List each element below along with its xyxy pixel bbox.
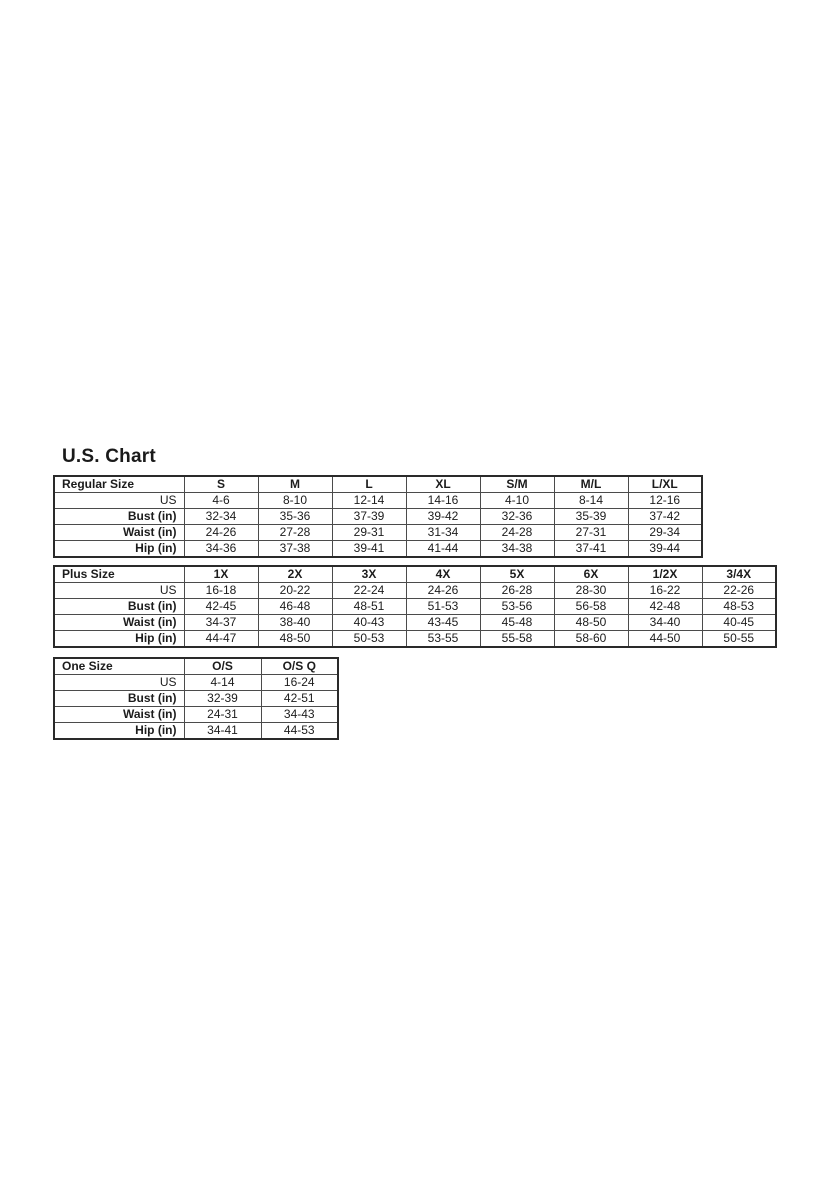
column-header: M/L: [554, 476, 628, 493]
data-cell: 48-53: [702, 599, 776, 615]
row-label-cell: US: [54, 493, 184, 509]
row-label-cell: Waist (in): [54, 615, 184, 631]
table-row: [54, 583, 776, 599]
column-header: XL: [406, 476, 480, 493]
row-label-cell: Hip (in): [54, 541, 184, 558]
data-cell: 22-24: [332, 583, 406, 599]
data-cell: 44-53: [261, 723, 338, 740]
data-cell: 41-44: [406, 541, 480, 558]
regular-size-table-wrap: [53, 475, 777, 558]
data-cell: 16-24: [261, 675, 338, 691]
data-cell: 20-22: [258, 583, 332, 599]
data-cell: 27-31: [554, 525, 628, 541]
page-title: U.S. Chart: [62, 446, 156, 467]
data-cell: 24-28: [480, 525, 554, 541]
data-cell: 22-26: [702, 583, 776, 599]
data-cell: 27-28: [258, 525, 332, 541]
table-row: [54, 493, 702, 509]
column-header: 4X: [406, 566, 480, 583]
data-cell: 34-41: [184, 723, 261, 740]
row-label-cell: US: [54, 675, 184, 691]
column-header: L/XL: [628, 476, 702, 493]
data-cell: 32-34: [184, 509, 258, 525]
data-cell: 39-41: [332, 541, 406, 558]
one-size-table-wrap: [53, 657, 777, 740]
data-cell: 35-39: [554, 509, 628, 525]
data-cell: 37-41: [554, 541, 628, 558]
data-cell: 32-36: [480, 509, 554, 525]
plus-size-header-label: Plus Size: [54, 566, 184, 583]
data-cell: 44-50: [628, 631, 702, 648]
table-row: [54, 525, 702, 541]
data-cell: 24-31: [184, 707, 261, 723]
column-header: 2X: [258, 566, 332, 583]
plus-size-header-row: [54, 566, 776, 583]
row-label-cell: Hip (in): [54, 631, 184, 648]
data-cell: 4-6: [184, 493, 258, 509]
data-cell: 43-45: [406, 615, 480, 631]
data-cell: 35-36: [258, 509, 332, 525]
data-cell: 58-60: [554, 631, 628, 648]
column-header: 6X: [554, 566, 628, 583]
data-cell: 39-42: [406, 509, 480, 525]
table-row: [54, 509, 702, 525]
size-chart-content: [53, 446, 777, 740]
data-cell: 37-39: [332, 509, 406, 525]
data-cell: 45-48: [480, 615, 554, 631]
data-cell: 39-44: [628, 541, 702, 558]
data-cell: 55-58: [480, 631, 554, 648]
data-cell: 34-40: [628, 615, 702, 631]
row-label-cell: Bust (in): [54, 509, 184, 525]
table-row: [54, 615, 776, 631]
column-header: 3X: [332, 566, 406, 583]
data-cell: 51-53: [406, 599, 480, 615]
table-row: [54, 675, 338, 691]
regular-size-header-label: Regular Size: [54, 476, 184, 493]
column-header: 5X: [480, 566, 554, 583]
row-label-cell: Hip (in): [54, 723, 184, 740]
data-cell: 32-39: [184, 691, 261, 707]
column-header: 1X: [184, 566, 258, 583]
data-cell: 40-45: [702, 615, 776, 631]
data-cell: 38-40: [258, 615, 332, 631]
data-cell: 48-51: [332, 599, 406, 615]
row-label-cell: Waist (in): [54, 707, 184, 723]
data-cell: 37-42: [628, 509, 702, 525]
plus-size-table: [53, 565, 777, 648]
data-cell: 14-16: [406, 493, 480, 509]
plus-size-table-wrap: [53, 565, 777, 648]
data-cell: 44-47: [184, 631, 258, 648]
column-header: 3/4X: [702, 566, 776, 583]
data-cell: 34-37: [184, 615, 258, 631]
data-cell: 8-14: [554, 493, 628, 509]
data-cell: 56-58: [554, 599, 628, 615]
data-cell: 42-51: [261, 691, 338, 707]
table-row: [54, 723, 338, 740]
table-row: [54, 707, 338, 723]
data-cell: 50-55: [702, 631, 776, 648]
data-cell: 31-34: [406, 525, 480, 541]
table-row: [54, 631, 776, 648]
data-cell: 24-26: [406, 583, 480, 599]
one-size-header-row: [54, 658, 338, 675]
column-header: O/S: [184, 658, 261, 675]
data-cell: 48-50: [554, 615, 628, 631]
column-header: O/S Q: [261, 658, 338, 675]
data-cell: 16-18: [184, 583, 258, 599]
column-header: L: [332, 476, 406, 493]
row-label-cell: Bust (in): [54, 691, 184, 707]
data-cell: 29-34: [628, 525, 702, 541]
data-cell: 50-53: [332, 631, 406, 648]
data-cell: 42-45: [184, 599, 258, 615]
data-cell: 53-56: [480, 599, 554, 615]
data-cell: 34-38: [480, 541, 554, 558]
data-cell: 34-36: [184, 541, 258, 558]
regular-size-header-row: [54, 476, 702, 493]
data-cell: 16-22: [628, 583, 702, 599]
data-cell: 12-14: [332, 493, 406, 509]
data-cell: 26-28: [480, 583, 554, 599]
data-cell: 24-26: [184, 525, 258, 541]
data-cell: 37-38: [258, 541, 332, 558]
data-cell: 29-31: [332, 525, 406, 541]
data-cell: 34-43: [261, 707, 338, 723]
row-label-cell: Bust (in): [54, 599, 184, 615]
row-label-cell: Waist (in): [54, 525, 184, 541]
data-cell: 4-14: [184, 675, 261, 691]
data-cell: 8-10: [258, 493, 332, 509]
table-row: [54, 541, 702, 558]
data-cell: 48-50: [258, 631, 332, 648]
data-cell: 42-48: [628, 599, 702, 615]
column-header: S: [184, 476, 258, 493]
column-header: M: [258, 476, 332, 493]
column-header: S/M: [480, 476, 554, 493]
data-cell: 12-16: [628, 493, 702, 509]
one-size-table: [53, 657, 339, 740]
one-size-header-label: One Size: [54, 658, 184, 675]
table-row: [54, 599, 776, 615]
data-cell: 53-55: [406, 631, 480, 648]
data-cell: 40-43: [332, 615, 406, 631]
data-cell: 46-48: [258, 599, 332, 615]
regular-size-table: [53, 475, 703, 558]
data-cell: 28-30: [554, 583, 628, 599]
column-header: 1/2X: [628, 566, 702, 583]
data-cell: 4-10: [480, 493, 554, 509]
row-label-cell: US: [54, 583, 184, 599]
table-row: [54, 691, 338, 707]
